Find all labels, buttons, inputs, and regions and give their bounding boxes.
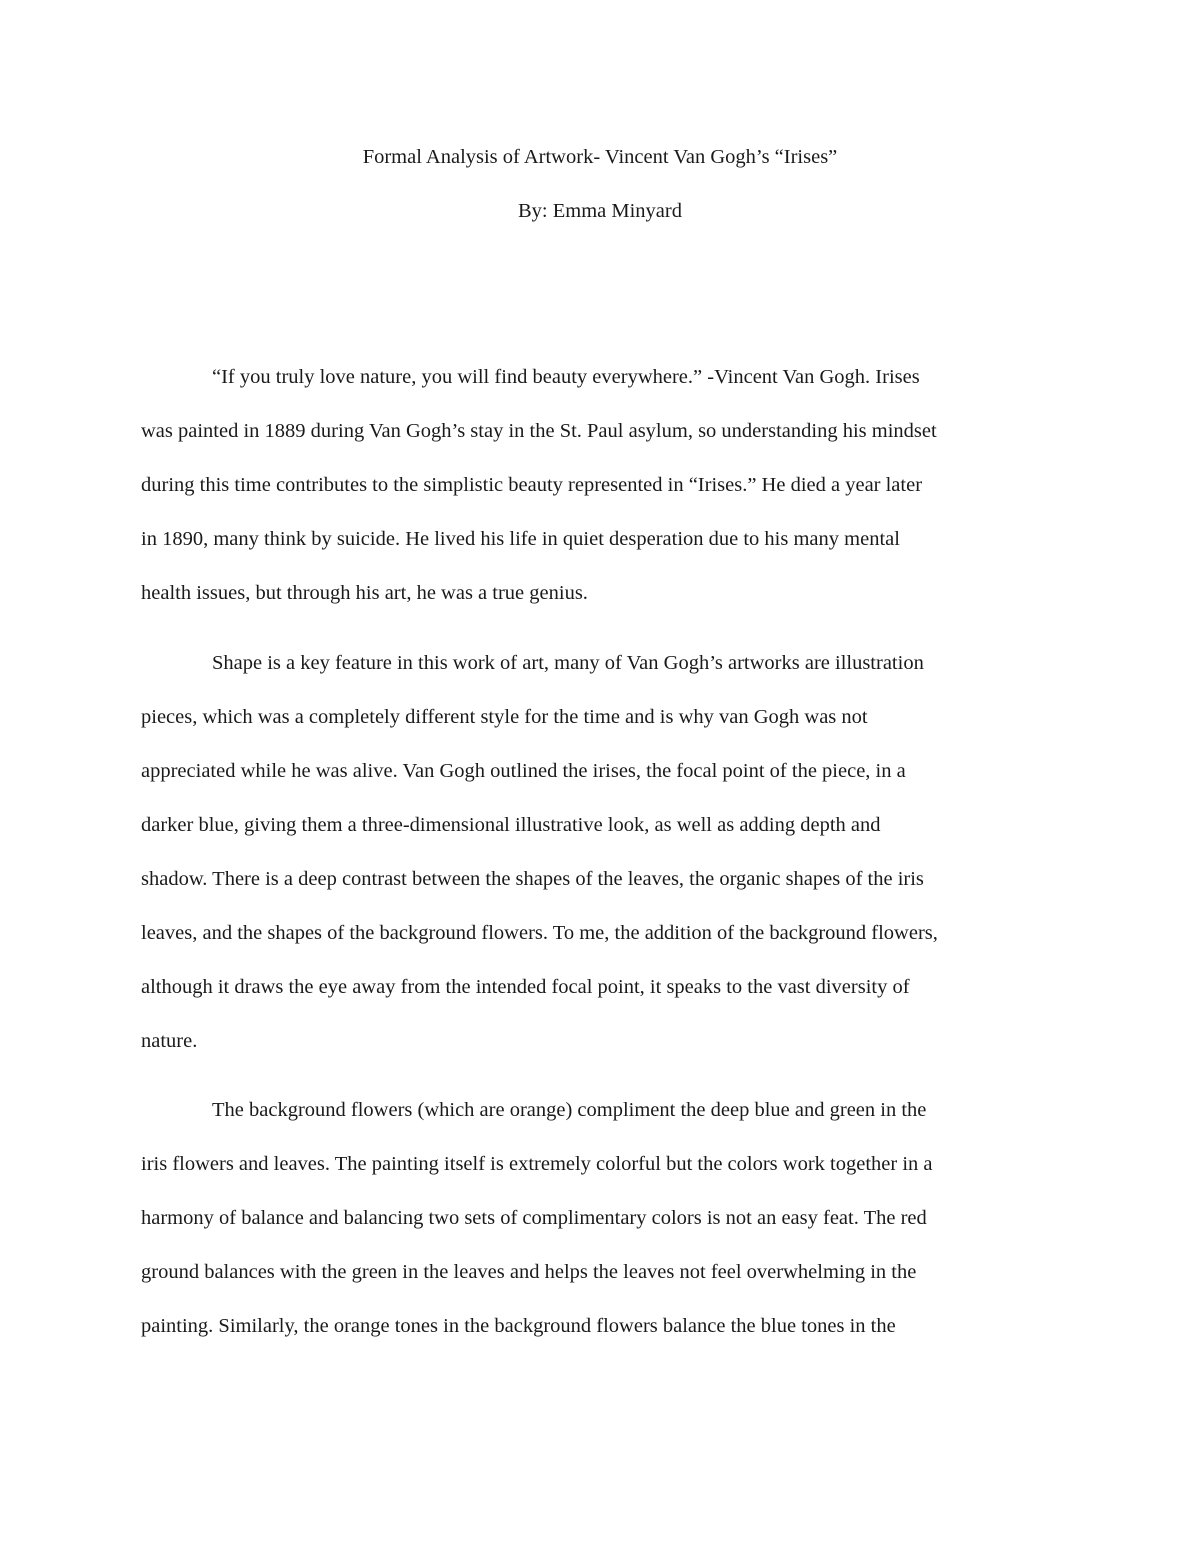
paragraph-line: health issues, but through his art, he was a true genius. [141, 582, 588, 604]
document-byline: By: Emma Minyard [518, 200, 682, 222]
paragraph-line: ground balances with the green in the leaves and helps the leaves not feel overwhelming in the [141, 1261, 917, 1283]
paragraph-line: shadow. There is a deep contrast between the shapes of the leaves, the organic shapes of the iris [141, 868, 924, 890]
paragraph-line: nature. [141, 1030, 198, 1052]
document-title: Formal Analysis of Artwork- Vincent Van Gogh’s “Irises” [362, 146, 838, 168]
paragraph-line: harmony of balance and balancing two sets of complimentary colors is not an easy feat. The red [141, 1207, 927, 1229]
paragraph-line: was painted in 1889 during Van Gogh’s stay in the St. Paul asylum, so understanding his mindset [141, 420, 937, 442]
paragraph-line: Shape is a key feature in this work of art, many of Van Gogh’s artworks are illustration [212, 652, 924, 674]
paragraph-line: leaves, and the shapes of the background flowers. To me, the addition of the background flowers, [141, 922, 938, 944]
paragraph-line: although it draws the eye away from the intended focal point, it speaks to the vast diversity of [141, 976, 910, 998]
paragraph-line: pieces, which was a completely different style for the time and is why van Gogh was not [141, 706, 868, 728]
paragraph-line: darker blue, giving them a three-dimensional illustrative look, as well as adding depth and [141, 814, 881, 836]
paragraph-line: appreciated while he was alive. Van Gogh outlined the irises, the focal point of the piece, in a [141, 760, 906, 782]
paragraph-line: iris flowers and leaves. The painting itself is extremely colorful but the colors work together in a [141, 1153, 933, 1175]
paragraph-line: “If you truly love nature, you will find beauty everywhere.” -Vincent Van Gogh. Irises [212, 366, 920, 388]
paragraph-line: during this time contributes to the simplistic beauty represented in “Irises.” He died a year later [141, 474, 923, 496]
paragraph-line: The background flowers (which are orange) compliment the deep blue and green in the [212, 1099, 927, 1121]
paragraph-line: in 1890, many think by suicide. He lived his life in quiet desperation due to his many mental [141, 528, 900, 550]
paragraph-line: painting. Similarly, the orange tones in the background flowers balance the blue tones in the [141, 1315, 896, 1337]
